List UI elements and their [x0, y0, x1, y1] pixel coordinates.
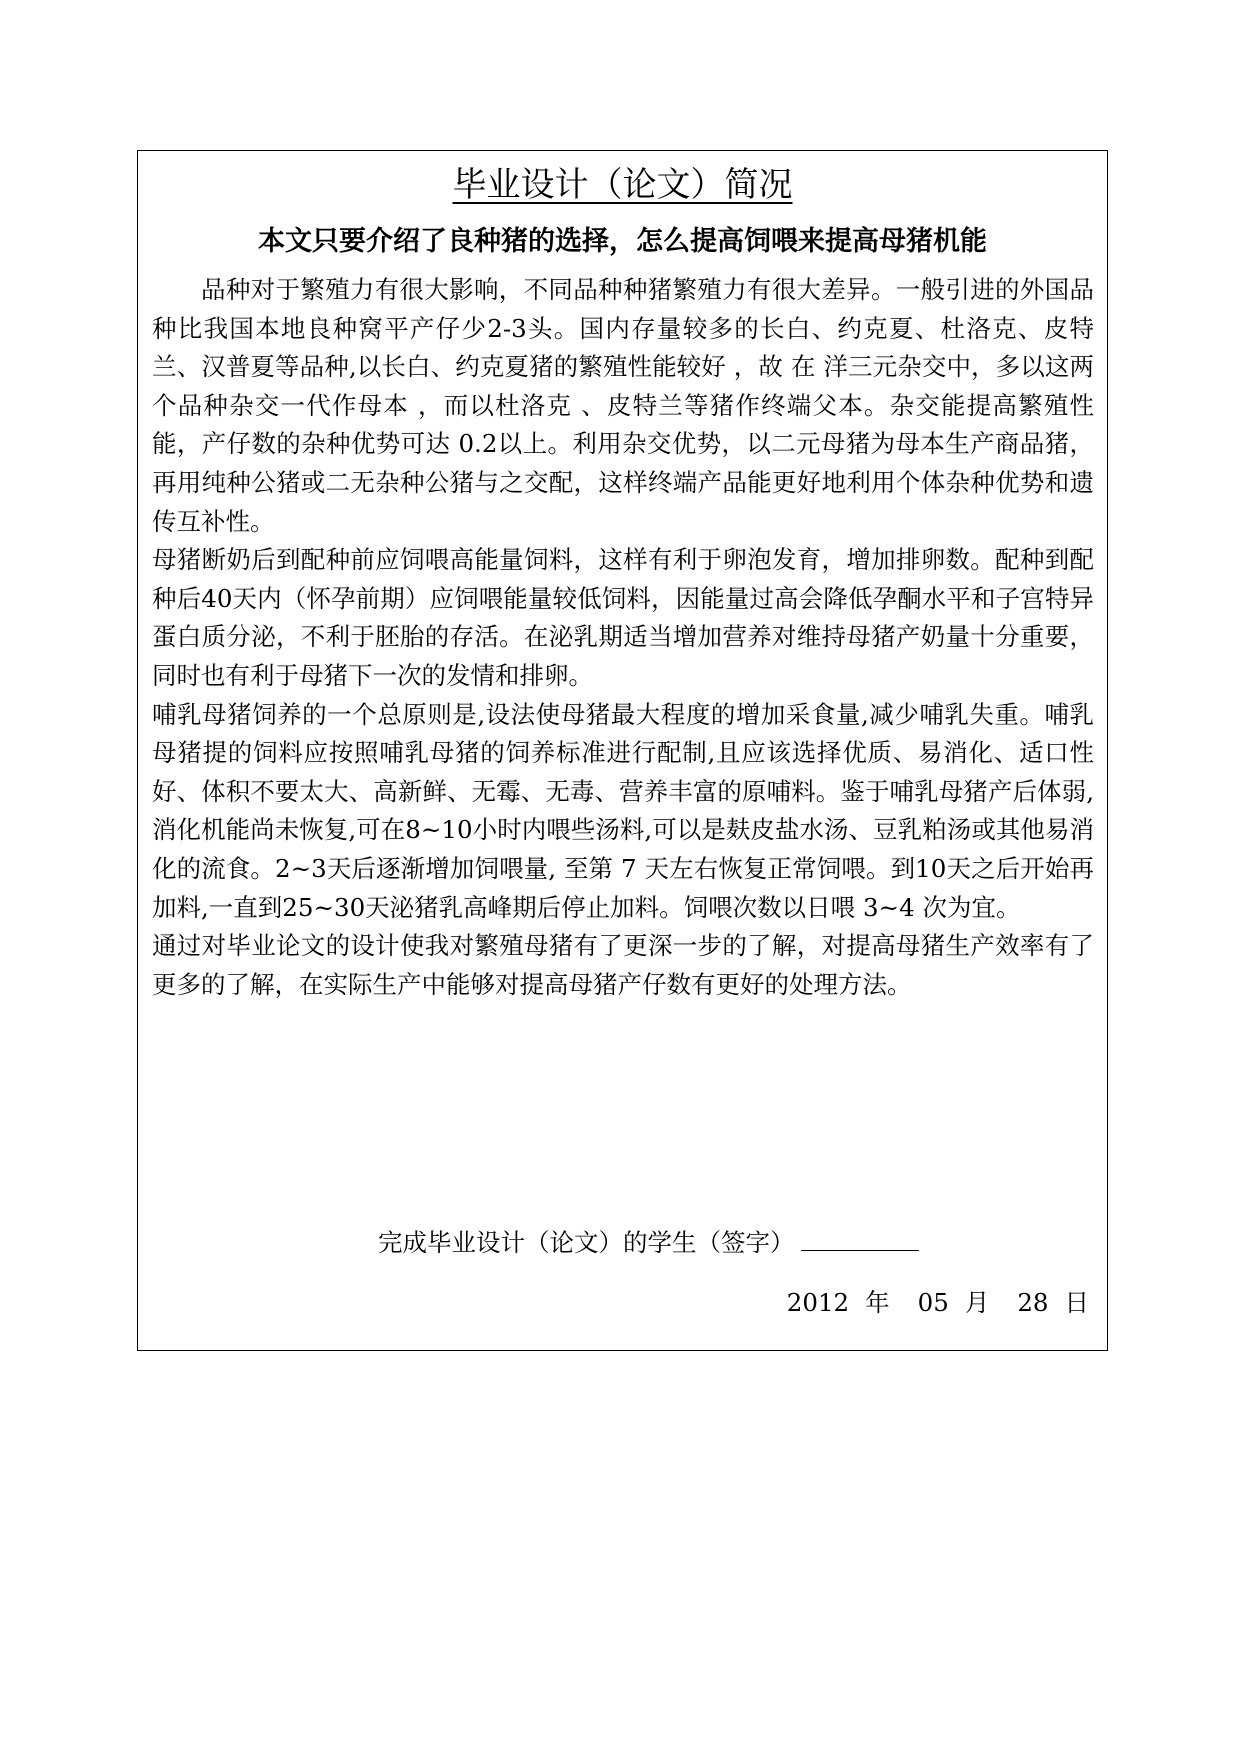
signature-blank[interactable] — [801, 1224, 919, 1251]
date-month-unit: 月 — [964, 1288, 990, 1317]
page-title: 毕业设计（论文）简况 — [452, 165, 793, 205]
paragraph-lactation: 哺乳母猪饲养的一个总原则是,设法使母猪最大程度的增加采食量,减少哺乳失重。哺乳母猪提的饲料应按照哺乳母猪的饲养标准进行配制,且应该选择优质、易消化、适口性好、体积不要太大、高新鲜、无霉、无毒、营养丰富的原哺料。鉴于哺乳母猪产后体弱, 消化机能尚未恢复,可在8~10小时内喂些汤料,可以是麸皮盐水汤、豆乳粕汤或其他易消化的流食。2~3天后逐渐增加饲喂量, 至第 7 天左右恢复正常饲喂。到10天之后开始再加料,一直到25~30天泌猪乳高峰期后停止加料。饲喂次数以日喂 3~4 次为宜。 — [152, 699, 1094, 922]
signature-label: 完成毕业设计（论文）的学生（签字） — [378, 1228, 795, 1257]
paragraph-feeding: 母猪断奶后到配种前应饲喂高能量饲料，这样有利于卵泡发育，增加排卵数。配种到配种后40天内（怀孕前期）应饲喂能量较低饲料，因能量过高会降低孕酮水平和子宫特异蛋白质分泌，不利于胚胎的存活。在泌乳期适当增加营养对维持母猪产奶量十分重要，同时也有利于母猪下一次的发情和排卵。 — [152, 545, 1094, 690]
date-day-unit: 日 — [1064, 1288, 1089, 1317]
date-year: 2012 — [786, 1288, 850, 1317]
date-day: 28 — [1017, 1288, 1049, 1317]
date-month: 05 — [917, 1288, 949, 1317]
paragraph-conclusion: 通过对毕业论文的设计使我对繁殖母猪有了更深一步的了解，对提高母猪生产效率有了更多的了解，在实际生产中能够对提高母猪产仔数有更好的处理方法。 — [152, 931, 1094, 999]
page-subtitle: 本文只要介绍了良种猪的选择，怎么提高饲喂来提高母猪机能 — [258, 226, 987, 257]
date-year-unit: 年 — [865, 1288, 890, 1317]
summary-form-frame — [137, 150, 1108, 1351]
signature-row — [378, 1224, 919, 1261]
date-row — [785, 1285, 1089, 1321]
paragraph-breeds: 品种对于繁殖力有很大影响，不同品种种猪繁殖力有很大差异。一般引进的外国品种比我国本地良种窝平产仔少2-3头。国内存量较多的长白、约克夏、杜洛克、皮特兰、汉普夏等品种,以长白、约克夏猪的繁殖性能较好 ，故 在 洋三元杂交中，多以这两个品种杂交一代作母本 ，而以杜洛克 、皮特兰等猪作终端父本。杂交能提高繁殖性能，产仔数的杂种优势可达 0.2以上。利用杂交优势，以二元母猪为母本生产商品猪，再用纯种公猪或二无杂种公猪与之交配，这样终端产品能更好地利用个体杂种优势和遗传互补性。 — [152, 275, 1094, 536]
summary-body — [152, 271, 1094, 1004]
